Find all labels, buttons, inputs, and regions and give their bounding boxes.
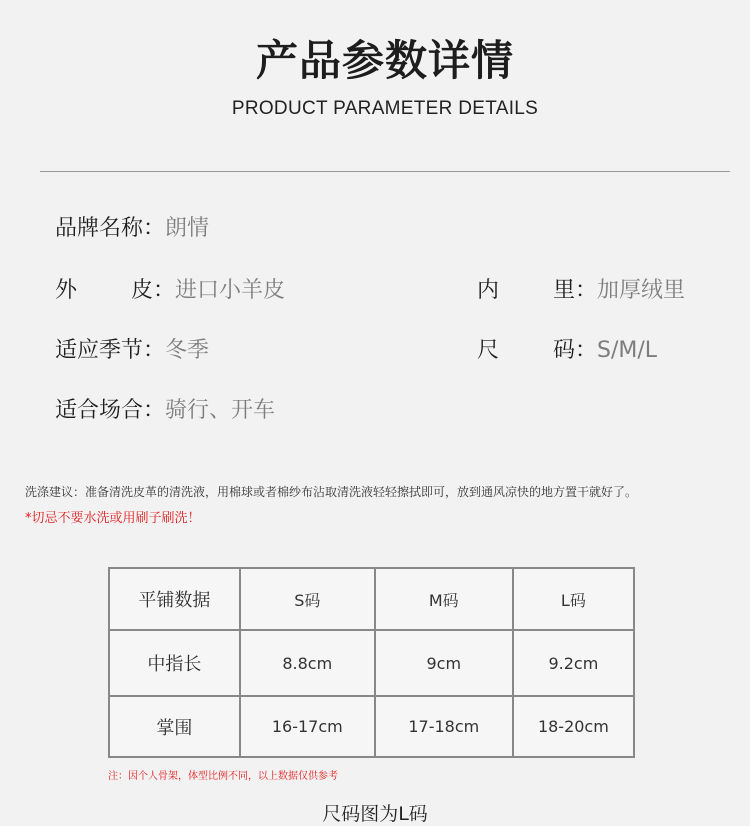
spec-brand-value: 朗情	[165, 216, 210, 241]
table-header-cell: M码	[375, 568, 513, 630]
spec-lining-value: 加厚绒里	[597, 278, 686, 303]
spec-colon: ：	[575, 278, 598, 303]
page-subtitle: PRODUCT PARAMETER DETAILS	[231, 98, 539, 119]
spec-outer-value: 进口小羊皮	[175, 278, 286, 303]
page-title: 产品参数详情	[255, 36, 514, 85]
table-header-cell: S码	[240, 568, 375, 630]
spec-season-label: 适应季节	[55, 338, 144, 363]
image-caption: 尺码图为L码	[322, 803, 428, 825]
table-cell: 中指长	[109, 630, 240, 696]
table-cell: 9.2cm	[513, 630, 634, 696]
spec-brand-label: 品牌名称	[55, 216, 144, 241]
care-warning: *切忌不要水洗或用刷子刷洗！	[25, 511, 201, 526]
spec-outer-label: 外皮	[55, 278, 153, 303]
table-note: 注：因个人骨架，体型比例不同，以上数据仅供参考	[108, 771, 338, 782]
spec-size-value: S/M/L	[597, 338, 658, 363]
spec-colon: ：	[143, 398, 166, 423]
table-cell: 16-17cm	[240, 696, 375, 757]
spec-colon: ：	[575, 338, 598, 363]
care-instructions: 洗涤建议：准备清洗皮革的清洗液，用棉球或者棉纱布沾取清洗液轻轻擦拭即可，放到通风凉快的地方置干就好了。	[25, 485, 638, 499]
table-header-cell: 平铺数据	[109, 568, 240, 630]
spec-colon: ：	[143, 338, 166, 363]
spec-season-value: 冬季	[165, 338, 210, 363]
table-header-cell: L码	[513, 568, 634, 630]
spec-occasion	[55, 396, 275, 426]
spec-outer	[55, 276, 285, 306]
spec-colon: ：	[153, 278, 176, 303]
spec-brand	[55, 214, 209, 244]
table-row	[109, 630, 634, 696]
spec-lining-label: 内里	[477, 278, 575, 303]
spec-colon: ：	[143, 216, 166, 241]
spec-occasion-label: 适合场合	[55, 398, 144, 423]
spec-season	[55, 336, 209, 366]
table-header-row	[109, 568, 634, 630]
spec-size-label: 尺码	[477, 338, 575, 363]
spec-occasion-value: 骑行、开车	[165, 398, 276, 423]
table-cell: 9cm	[375, 630, 513, 696]
table-row	[109, 696, 634, 757]
table-cell: 掌围	[109, 696, 240, 757]
table-cell: 18-20cm	[513, 696, 634, 757]
spec-lining	[477, 276, 685, 306]
table-cell: 17-18cm	[375, 696, 513, 757]
title-divider	[40, 171, 730, 172]
table-cell: 8.8cm	[240, 630, 375, 696]
spec-size	[477, 336, 657, 366]
size-table	[108, 567, 635, 758]
